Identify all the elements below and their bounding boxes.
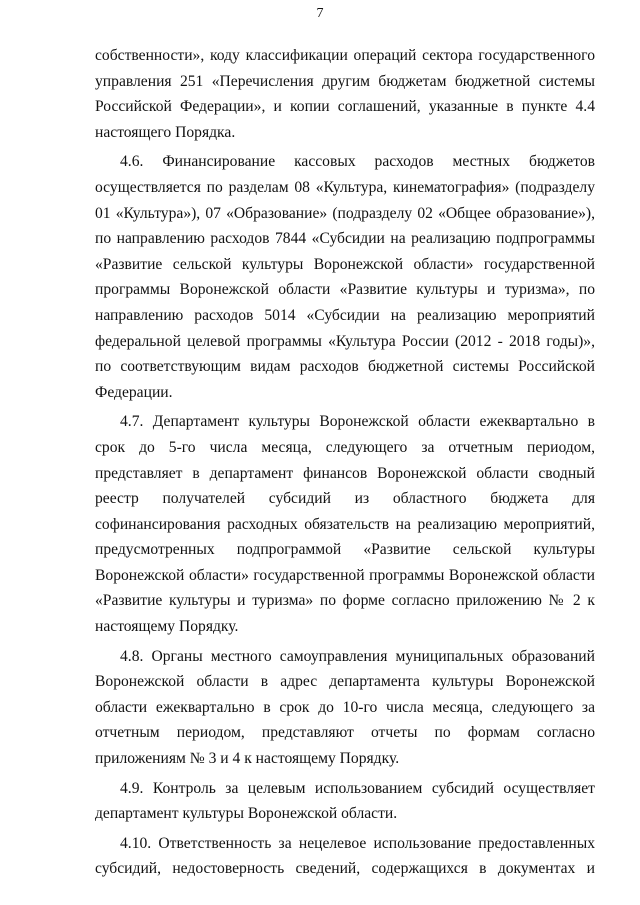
paragraph-4-10: 4.10. Ответственность за нецелевое использование предоставленных субсидий, недостоверность сведений, содержащихся в документах и xyxy=(95,834,595,878)
paragraph-4-8: 4.8. Органы местного самоуправления муниципальных образований Воронежской области в адрес департамента культуры Воронежской области ежеквартально в срок до 10-го числа месяца, следующего за отчетным периодом, представляют отчеты по формам согласно приложениям № 3 и 4 к настоящему Порядку. xyxy=(95,647,595,768)
paragraph-continuation: собственности», коду классификации операций сектора государственного управления 251 «Перечисления другим бюджетам бюджетной системы Российской Федерации», и копии соглашений, указанные в пункте 4.4 настоящего Порядка. xyxy=(95,47,595,141)
paragraph-4-6: 4.6. Финансирование кассовых расходов местных бюджетов осуществляется по разделам 08 «Культура, кинематография» (подразделу 01 «Культура»), 07 «Образование» (подразделу 02 «Общее образование»), по направлению расходов 7844 «Субсидии на реализацию подпрограммы «Развитие сельской культуры Воронежской области» государственной программы Воронежской области «Развитие культуры и туризма», по направлению расходов 5014 «Субсидии на реализацию мероприятий федеральной целевой программы «Культура России (2012 - 2018 годы)», по соответствующим видам расходов бюджетной системы Российской Федерации. xyxy=(95,153,595,401)
paragraph-4-7: 4.7. Департамент культуры Воронежской области ежеквартально в срок до 5-го числа месяца, следующего за отчетным периодом, представляет в департамент финансов Воронежской области сводный реестр получателей субсидий из областного бюджета для софинансирования расходных обязательств на реализацию мероприятий, предусмотренных подпрограммой «Развитие сельской культуры Воронежской области» государственной программы Воронежской области «Развитие культуры и туризма» по форме согласно приложению № 2 к настоящему Порядку. xyxy=(95,413,595,636)
document-body xyxy=(95,43,595,882)
page-number: 7 xyxy=(316,6,324,21)
paragraph-4-9: 4.9. Контроль за целевым использованием субсидий осуществляет департамент культуры Воронежской области. xyxy=(95,779,595,823)
